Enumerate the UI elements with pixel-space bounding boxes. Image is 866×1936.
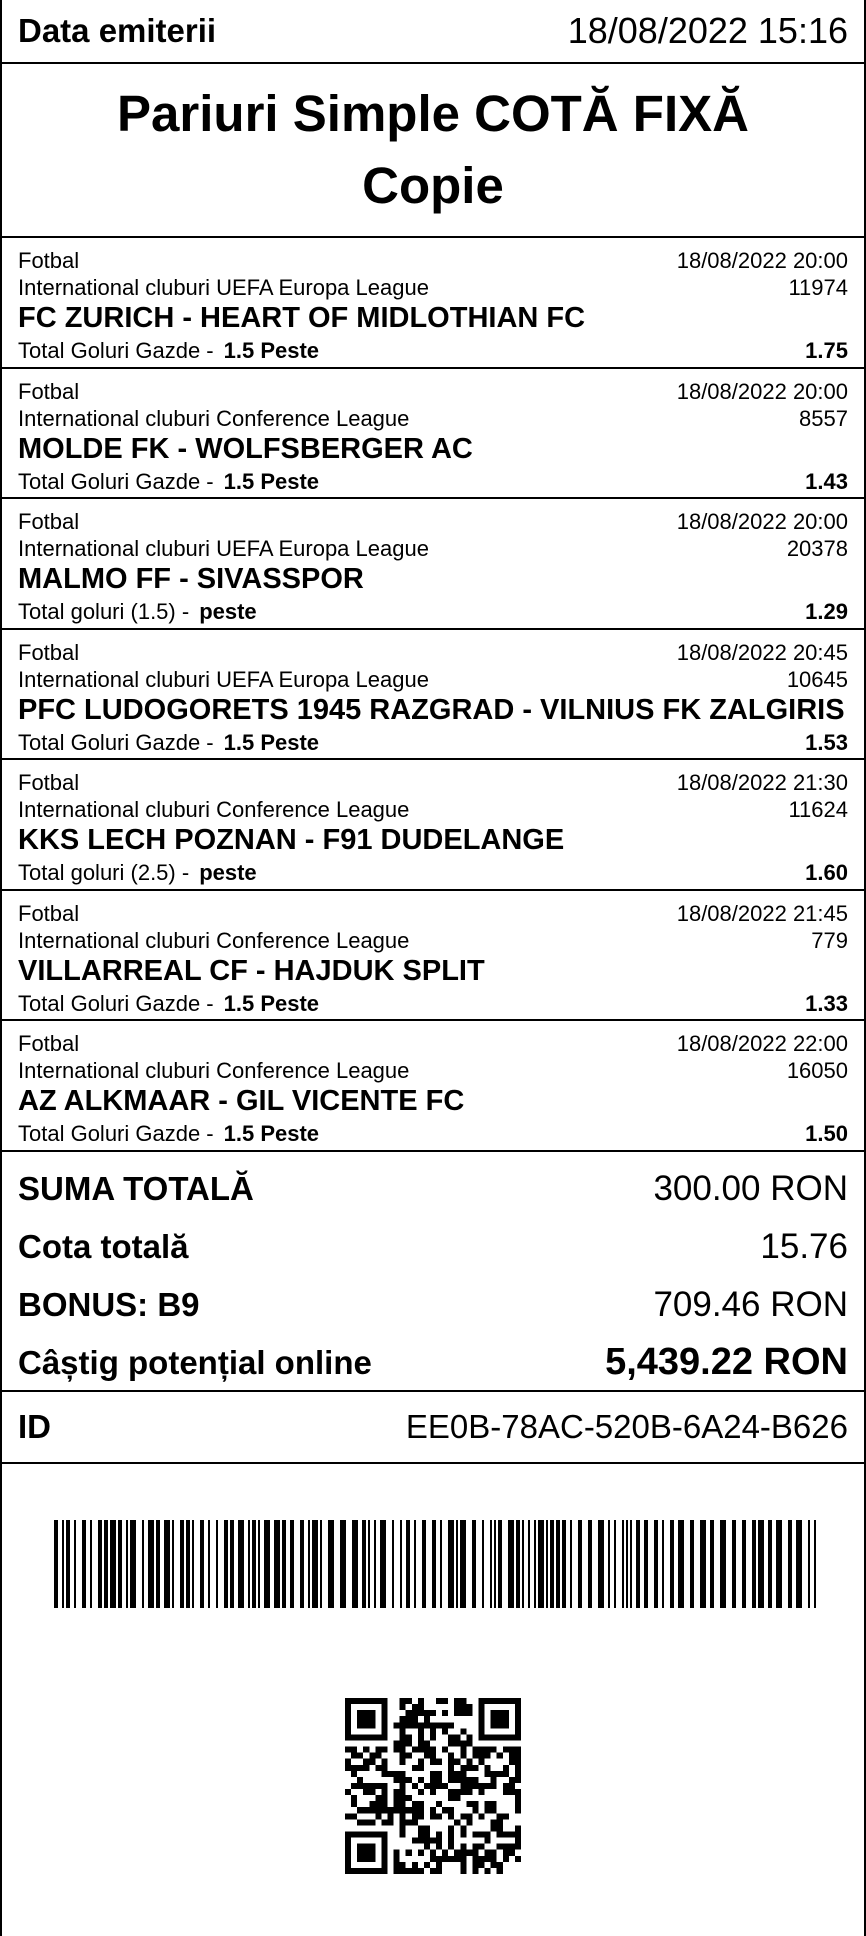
barcode-icon (54, 1520, 816, 1608)
bet-row-competition (18, 406, 848, 433)
bet-row-top (18, 379, 848, 406)
bet-competition: International cluburi UEFA Europa League (18, 275, 429, 300)
ticket-id-label: ID (18, 1407, 51, 1445)
bet-row-top (18, 1031, 848, 1058)
bet-market-wrap (18, 991, 319, 1017)
bet-odd: 1.53 (805, 729, 848, 755)
bet-market-wrap (18, 860, 257, 886)
bet-row-match (18, 955, 848, 991)
bet-market: Total Goluri Gazde - (18, 1121, 214, 1146)
potential-win-row (18, 1334, 848, 1392)
bet-datetime: 18/08/2022 21:30 (676, 770, 848, 795)
bet-datetime: 18/08/2022 20:00 (676, 378, 848, 404)
bet-code: 11624 (788, 797, 848, 822)
bet-item (2, 499, 864, 630)
bet-sport: Fotbal (18, 509, 80, 534)
bet-row-market (18, 338, 848, 366)
bet-row-top (18, 640, 848, 667)
bet-code: 779 (811, 927, 848, 953)
bet-row-competition (18, 275, 848, 302)
bet-list (2, 238, 864, 1152)
qr-code-icon (345, 1698, 521, 1874)
bet-market: Total Goluri Gazde - (18, 468, 214, 494)
bet-market: Total Goluri Gazde - (18, 338, 214, 363)
bet-datetime: 18/08/2022 21:45 (676, 900, 848, 926)
total-stake-value: 300.00 RON (653, 1168, 848, 1208)
bet-row-top (18, 509, 848, 536)
bet-row-match (18, 302, 848, 338)
bet-odd: 1.43 (805, 468, 848, 494)
codes-area (2, 1464, 864, 1934)
bet-match: MALMO FF - SIVASSPOR (18, 563, 364, 595)
bet-market-wrap (18, 599, 257, 625)
bet-market-wrap (18, 469, 319, 495)
bet-competition: International cluburi Conference League (18, 927, 410, 953)
bet-row-market (18, 599, 848, 627)
bonus-label: BONUS: B9 (18, 1285, 200, 1323)
ticket-title (2, 64, 864, 238)
bet-datetime: 18/08/2022 20:00 (676, 509, 848, 534)
bet-row-match (18, 694, 848, 730)
bet-pick: 1.5 Peste (223, 990, 320, 1016)
bonus-value: 709.46 RON (653, 1284, 848, 1324)
total-odds-value: 15.76 (760, 1226, 848, 1266)
bet-market-wrap (18, 730, 319, 756)
bet-row-market (18, 1121, 848, 1149)
ticket-title-copy: Copie (362, 157, 504, 214)
bet-item (2, 630, 864, 761)
potential-win-label: Câștig potențial online (18, 1343, 372, 1381)
bet-sport: Fotbal (18, 900, 80, 926)
bet-row-match (18, 433, 848, 469)
ticket-title-main: Pariuri Simple COTĂ FIXĂ (117, 85, 749, 142)
bet-match: VILLARREAL CF - HAJDUK SPLIT (18, 954, 485, 987)
bet-match: PFC LUDOGORETS 1945 RAZGRAD - VILNIUS FK ZALGIRIS (18, 693, 845, 726)
bet-datetime: 18/08/2022 20:00 (676, 248, 848, 273)
potential-win-value: 5,439.22 RON (605, 1341, 848, 1383)
bet-market-wrap (18, 1121, 319, 1147)
bet-market: Total Goluri Gazde - (18, 990, 214, 1016)
bet-pick: 1.5 Peste (223, 338, 320, 363)
bet-match: MOLDE FK - WOLFSBERGER AC (18, 432, 473, 465)
bet-row-market (18, 991, 848, 1019)
bet-row-market (18, 730, 848, 758)
bet-row-competition (18, 797, 848, 824)
bet-sport: Fotbal (18, 770, 80, 795)
bonus-row (18, 1276, 848, 1334)
bet-odd: 1.29 (805, 599, 848, 624)
bet-pick: peste (199, 599, 257, 624)
issue-date-row (2, 0, 864, 64)
bet-competition: International cluburi UEFA Europa League (18, 666, 429, 692)
bet-code: 16050 (786, 1058, 848, 1083)
bet-code: 8557 (799, 405, 848, 431)
bet-competition: International cluburi Conference League (18, 405, 410, 431)
bet-code: 10645 (786, 666, 848, 692)
ticket-id-row (2, 1392, 864, 1464)
bet-market: Total goluri (1.5) - (18, 599, 190, 624)
total-stake-row (18, 1160, 848, 1218)
bet-row-top (18, 770, 848, 797)
bet-match: AZ ALKMAAR - GIL VICENTE FC (18, 1085, 465, 1117)
bet-datetime: 18/08/2022 22:00 (676, 1031, 848, 1056)
bet-sport: Fotbal (18, 1031, 80, 1056)
bet-item (2, 238, 864, 369)
bet-sport: Fotbal (18, 378, 80, 404)
bet-odd: 1.60 (805, 860, 848, 885)
bet-row-match (18, 1085, 848, 1121)
bet-row-competition (18, 667, 848, 694)
bet-row-market (18, 469, 848, 497)
bet-row-competition (18, 1058, 848, 1085)
bet-sport: Fotbal (18, 248, 80, 273)
bet-row-top (18, 901, 848, 928)
issue-date-value: 18/08/2022 15:16 (567, 10, 848, 51)
bet-sport: Fotbal (18, 639, 80, 665)
bet-match: KKS LECH POZNAN - F91 DUDELANGE (18, 824, 565, 856)
bet-item (2, 760, 864, 891)
bet-row-match (18, 563, 848, 599)
bet-row-competition (18, 536, 848, 563)
bet-pick: 1.5 Peste (223, 1121, 320, 1146)
bet-odd: 1.75 (805, 338, 848, 363)
issue-date-label: Data emiterii (18, 12, 217, 49)
bet-code: 20378 (786, 536, 848, 561)
bet-match: FC ZURICH - HEART OF MIDLOTHIAN FC (18, 302, 586, 334)
bet-item (2, 891, 864, 1022)
ticket-id-value: EE0B-78AC-520B-6A24-B626 (405, 1407, 848, 1445)
bet-competition: International cluburi Conference League (18, 797, 410, 822)
bet-row-competition (18, 928, 848, 955)
bet-odd: 1.50 (805, 1121, 848, 1146)
total-odds-row (18, 1218, 848, 1276)
bet-market-wrap (18, 338, 319, 364)
bet-row-market (18, 860, 848, 888)
bet-code: 11974 (788, 275, 848, 300)
bet-odd: 1.33 (805, 990, 848, 1016)
bet-row-top (18, 248, 848, 275)
bet-row-match (18, 824, 848, 860)
bet-competition: International cluburi UEFA Europa League (18, 536, 429, 561)
ticket-summary (2, 1152, 864, 1392)
bet-competition: International cluburi Conference League (18, 1058, 410, 1083)
bet-item (2, 1021, 864, 1152)
bet-item (2, 369, 864, 500)
bet-datetime: 18/08/2022 20:45 (676, 639, 848, 665)
bet-market: Total goluri (2.5) - (18, 860, 190, 885)
total-odds-label: Cota totală (18, 1227, 189, 1265)
bet-pick: 1.5 Peste (223, 729, 320, 755)
bet-pick: peste (199, 860, 257, 885)
total-stake-label: SUMA TOTALĂ (18, 1169, 254, 1207)
bet-pick: 1.5 Peste (223, 468, 320, 494)
bet-market: Total Goluri Gazde - (18, 729, 214, 755)
